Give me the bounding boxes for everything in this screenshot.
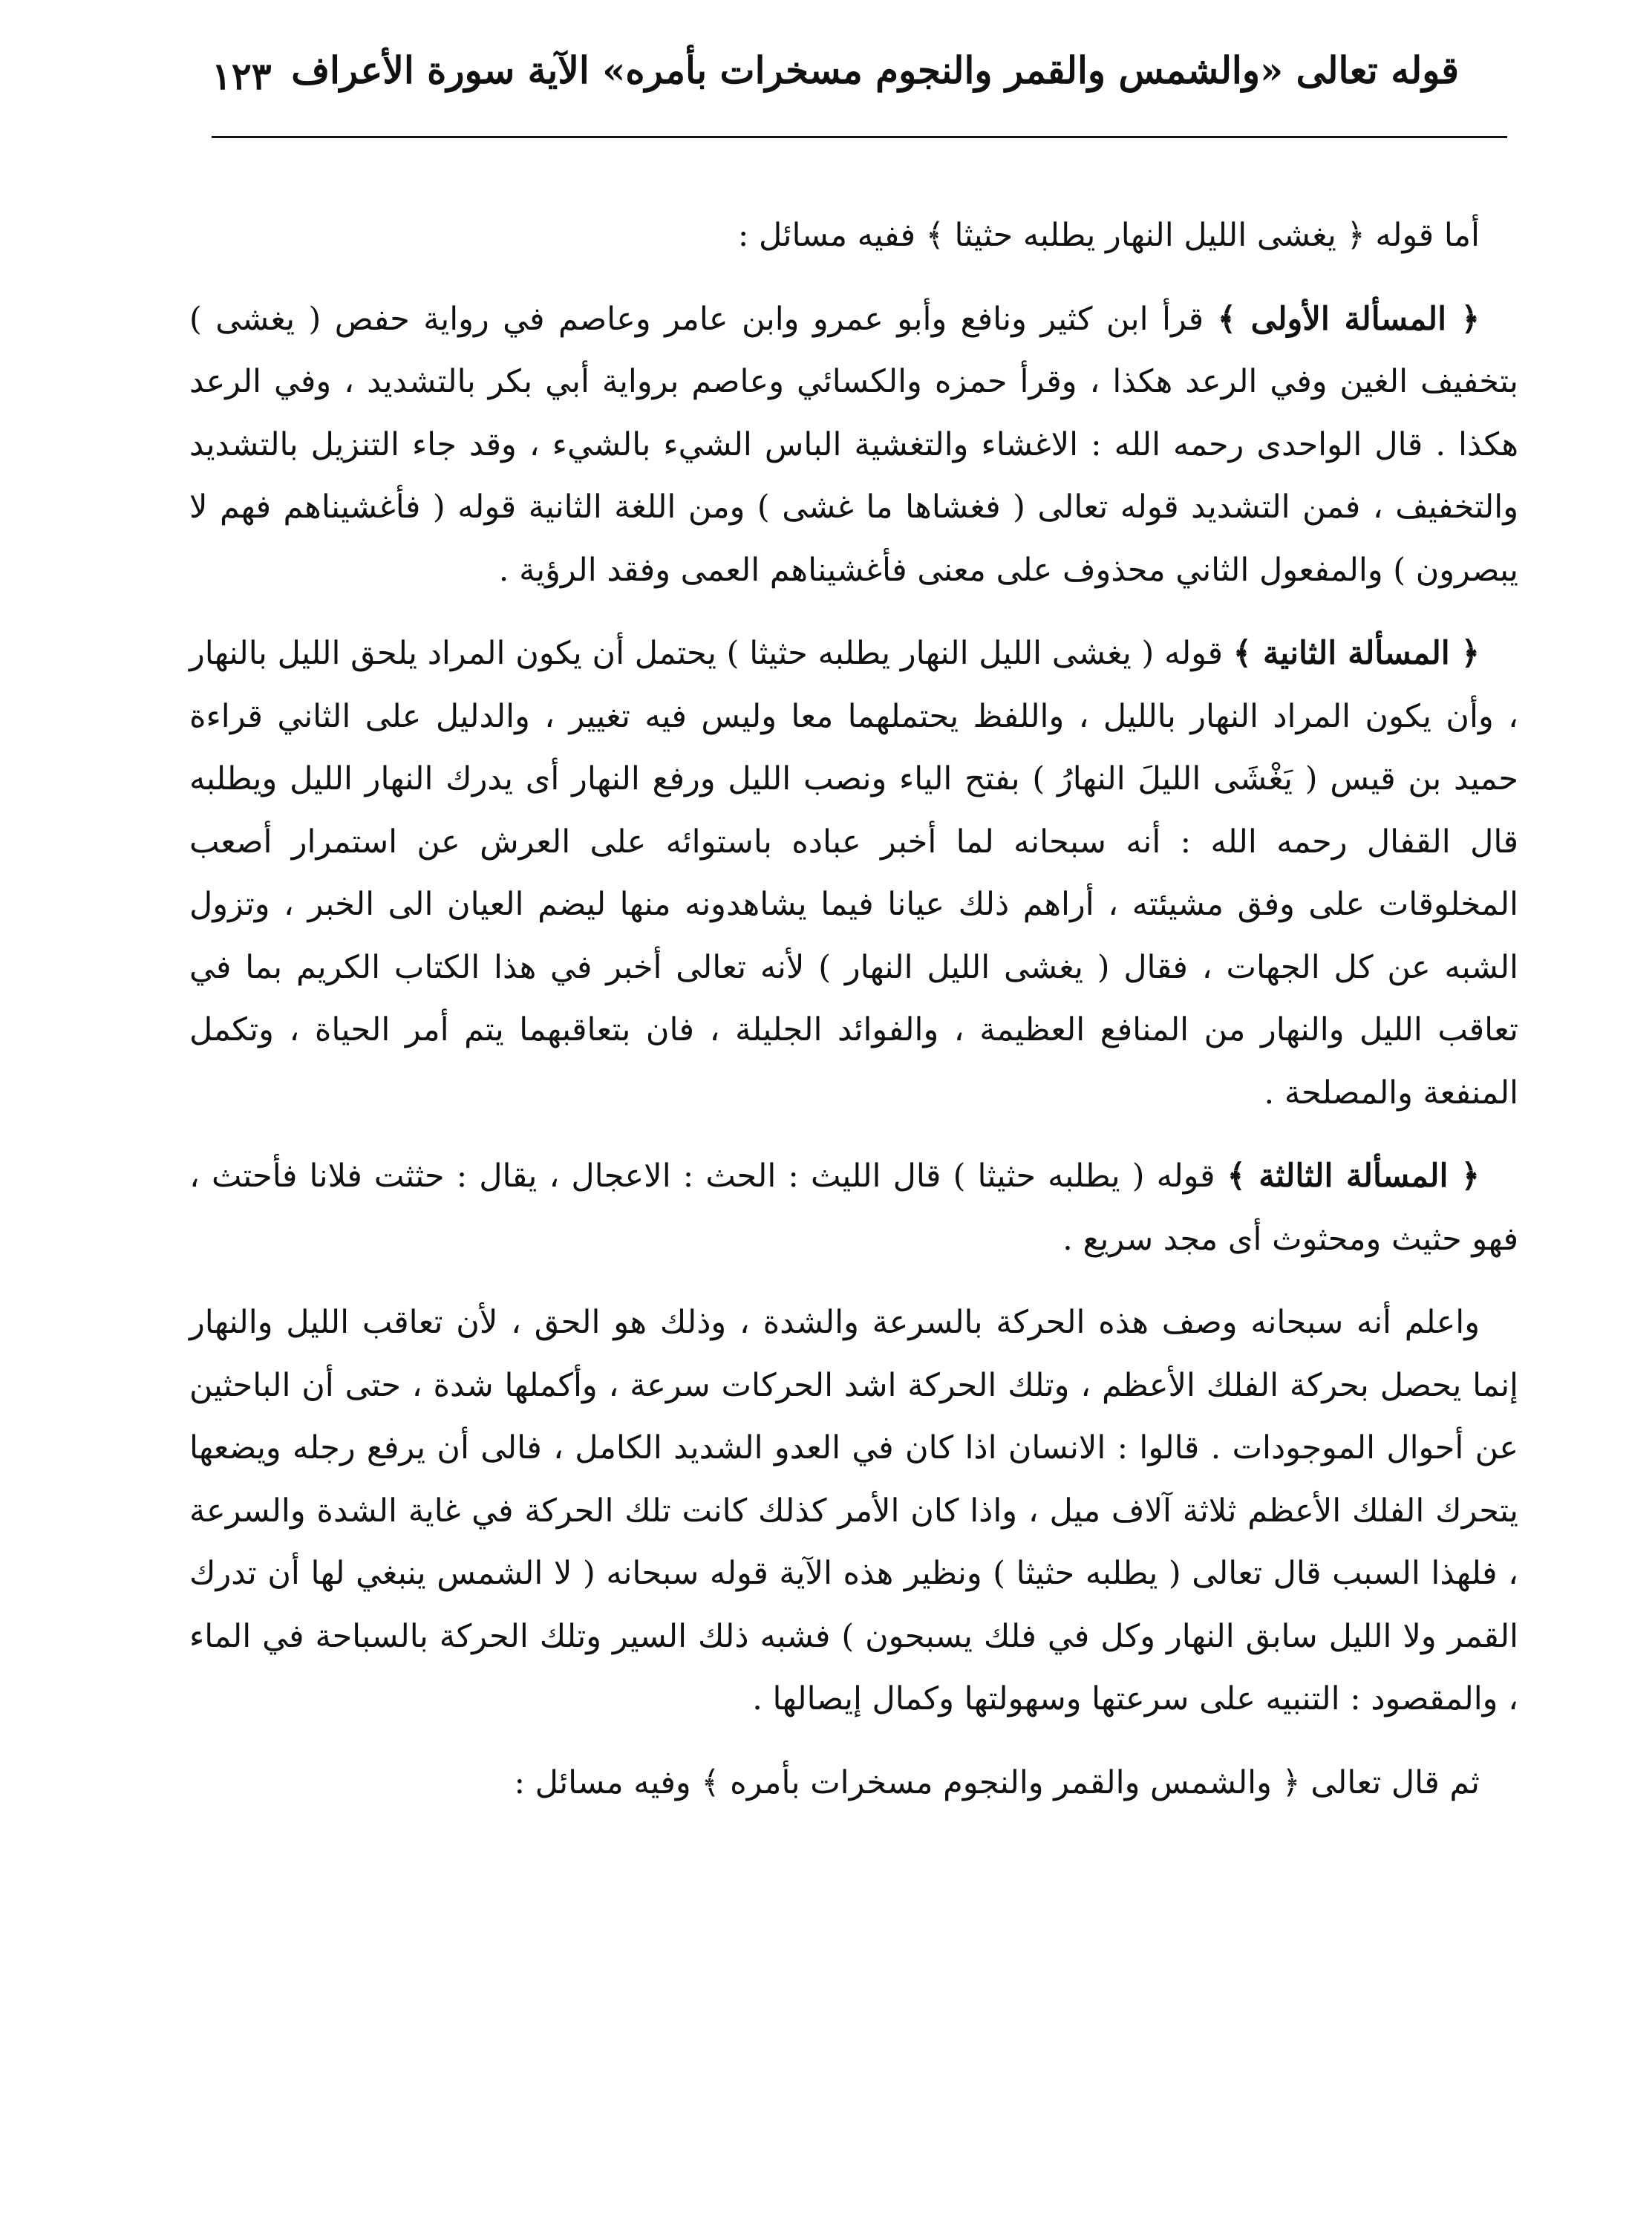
paragraph-masala-1: [189, 288, 1518, 602]
paragraph-text: واعلم أنه سبحانه وصف هذه الحركة بالسرعة والشدة ، وذلك هو الحق ، لأن تعاقب الليل والنهار إنما يحصل بحركة الفلك الأعظم ، وتلك الحركة اشد الحركات سرعة ، وأكملها شدة ، حتى أن الباحثين عن أحوال الموجودات . قالوا : الانسان اذا كان في العدو الشديد الكامل ، فالى أن يرفع رجله ويضعها يتحرك الفلك الأعظم ثلاثة آلاف ميل ، واذا كان الأمر كذلك كانت تلك الحركة في غاية الشدة والسرعة ، فلهذا السبب قال تعالى ( يطلبه حثيثا ) ونظير هذه الآية قوله سبحانه ( لا الشمس ينبغي لها أن تدرك القمر ولا الليل سابق النهار وكل في فلك يسبحون ) فشبه ذلك السير وتلك الحركة بالسباحة في الماء ، والمقصود : التنبيه على سرعتها وسهولتها وكمال إيصالها .: [189, 1304, 1518, 1717]
section-label: ﴿ المسألة الأولى ﴾: [1217, 300, 1480, 338]
header-title: قوله تعالى «والشمس والقمر والنجوم مسخرات بأمره» الآية سورة الأعراف: [291, 48, 1459, 92]
header-rule: [212, 136, 1507, 138]
running-header: [212, 41, 1459, 123]
section-label: ﴿ المسألة الثانية ﴾: [1233, 635, 1480, 672]
paragraph-masala-3: [189, 1145, 1518, 1270]
paragraph-masala-2: [189, 622, 1518, 1124]
paragraph-text: أما قوله ﴿ يغشى الليل النهار يطلبه حثيثا ﴾ ففيه مسائل :: [737, 217, 1480, 254]
body-text: [189, 204, 1518, 1835]
paragraph-text: ثم قال تعالى ﴿ والشمس والقمر والنجوم مسخرات بأمره ﴾ وفيه مسائل :: [514, 1763, 1480, 1801]
section-label: ﴿ المسألة الثالثة ﴾: [1227, 1158, 1480, 1195]
paragraph-text: قوله ( يطلبه حثيثا ) قال الليث : الحث : الاعجال ، يقال : حثثت فلانا فأحتث ، فهو حثيث ومحثوث أى مجد سريع .: [189, 1158, 1518, 1258]
paragraph-intro: [189, 204, 1518, 267]
paragraph-text: قوله ( يغشى الليل النهار يطلبه حثيثا ) يحتمل أن يكون المراد يلحق الليل بالنهار ، وأن يكون المراد النهار بالليل ، واللفظ يحتملهما معا وليس فيه تغيير ، والدليل على الثاني قراءة حميد بن قيس ( يَغْشَى الليلَ النهارُ ) بفتح الياء ونصب الليل ورفع النهار أى يدرك النهار الليل ويطلبه قال القفال رحمه الله : أنه سبحانه لما أخبر عباده باستوائه على العرش عن استمرار أصعب المخلوقات على وفق مشيئته ، أراهم ذلك عيانا فيما يشاهدونه منها ليضم العيان الى الخبر ، وتزول الشبه عن كل الجهات ، فقال ( يغشى الليل النهار ) لأنه تعالى أخبر في هذا الكتاب الكريم بما في تعاقب الليل والنهار من المنافع العظيمة ، والفوائد الجليلة ، فان بتعاقبهما يتم أمر الحياة ، وتكمل المنفعة والمصلحة .: [189, 635, 1518, 1112]
page-number: ١٢٣: [212, 54, 272, 98]
paragraph-text: قرأ ابن كثير ونافع وأبو عمرو وابن عامر وعاصم في رواية حفص ( يغشى ) بتخفيف الغين وفي الرعد هكذا ، وقرأ حمزه والكسائي وعاصم برواية أبي بكر بالتشديد ، وفي الرعد هكذا . قال الواحدى رحمه الله : الاغشاء والتغشية الباس الشيء بالشيء ، وقد جاء التنزيل بالتشديد والتخفيف ، فمن التشديد قوله تعالى ( فغشاها ما غشى ) ومن اللغة الثانية قوله ( فأغشيناهم فهم لا يبصرون ) والمفعول الثاني محذوف على معنى فأغشيناهم العمى وفقد الرؤية .: [189, 300, 1518, 589]
paragraph-closing: [189, 1752, 1518, 1815]
paragraph-commentary: [189, 1291, 1518, 1731]
